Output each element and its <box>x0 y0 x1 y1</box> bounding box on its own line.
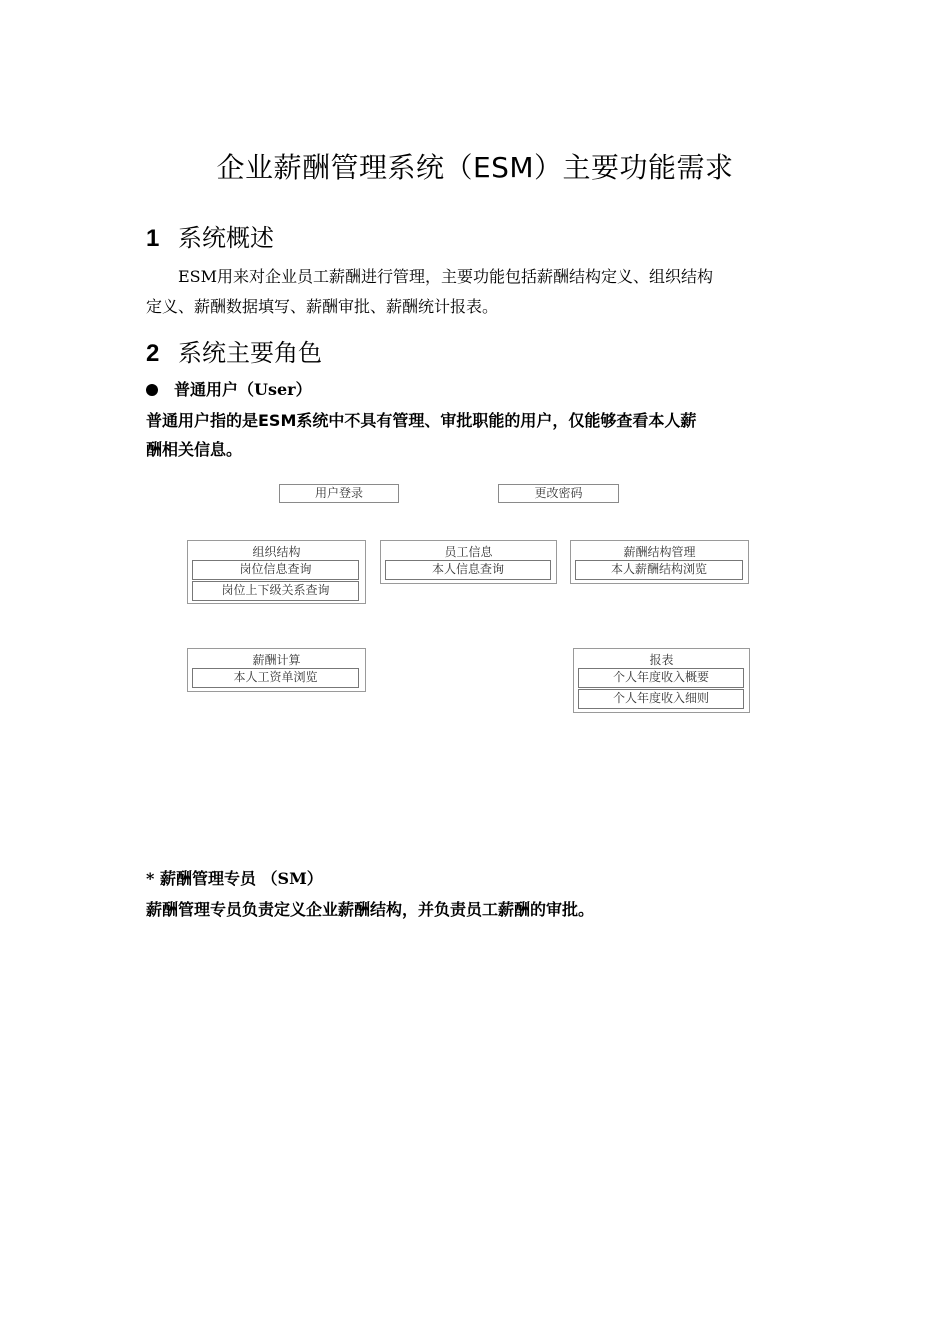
group-title: 报表 <box>649 653 674 667</box>
role-sm-label: * 薪酬管理专员 （SM） <box>146 869 323 888</box>
diagram-group-salary-structure <box>570 540 749 584</box>
bullet-icon <box>146 384 158 396</box>
group-item: 本人工资单浏览 <box>192 668 359 688</box>
group-item: 岗位信息查询 <box>192 560 359 580</box>
diagram-change-password: 更改密码 <box>498 484 619 503</box>
description-line: 酬相关信息。 <box>146 440 243 459</box>
diagram-group-employee-info <box>380 540 557 584</box>
page-title: 企业薪酬管理系统（ESM）主要功能需求 <box>216 151 734 184</box>
group-item: 岗位上下级关系查询 <box>192 581 359 601</box>
diagram-user-login: 用户登录 <box>279 484 399 503</box>
group-title: 员工信息 <box>444 545 493 559</box>
role-user-label: 普通用户（User） <box>174 380 312 399</box>
description-line: 普通用户指的是ESM系统中不具有管理、审批职能的用户，仅能够查看本人薪 <box>146 411 697 430</box>
role-sm-description: 薪酬管理专员负责定义企业薪酬结构，并负责员工薪酬的审批。 <box>146 900 595 919</box>
section-heading-2 <box>146 333 322 368</box>
section-number: 2 <box>146 340 160 367</box>
section-heading-1 <box>146 218 274 253</box>
overview-paragraph <box>146 262 811 322</box>
group-title: 薪酬结构管理 <box>623 545 696 559</box>
group-item: 个人年度收入细则 <box>578 689 744 709</box>
paragraph-line: 定义、薪酬数据填写、薪酬审批、薪酬统计报表。 <box>146 297 499 316</box>
group-title: 组织结构 <box>252 545 301 559</box>
group-item: 本人信息查询 <box>385 560 551 580</box>
diagram-group-org-structure <box>187 540 366 604</box>
role-user-description <box>146 406 811 464</box>
section-number: 1 <box>146 225 160 252</box>
diagram-group-salary-calc <box>187 648 366 692</box>
section-title: 系统主要角色 <box>178 339 322 367</box>
paragraph-line: ESM用来对企业员工薪酬进行管理，主要功能包括薪酬结构定义、组织结构 <box>178 267 714 286</box>
group-item: 本人薪酬结构浏览 <box>575 560 743 580</box>
diagram-group-reports <box>573 648 750 713</box>
section-title: 系统概述 <box>178 224 274 252</box>
group-title: 薪酬计算 <box>252 653 301 667</box>
group-item: 个人年度收入概要 <box>578 668 744 688</box>
